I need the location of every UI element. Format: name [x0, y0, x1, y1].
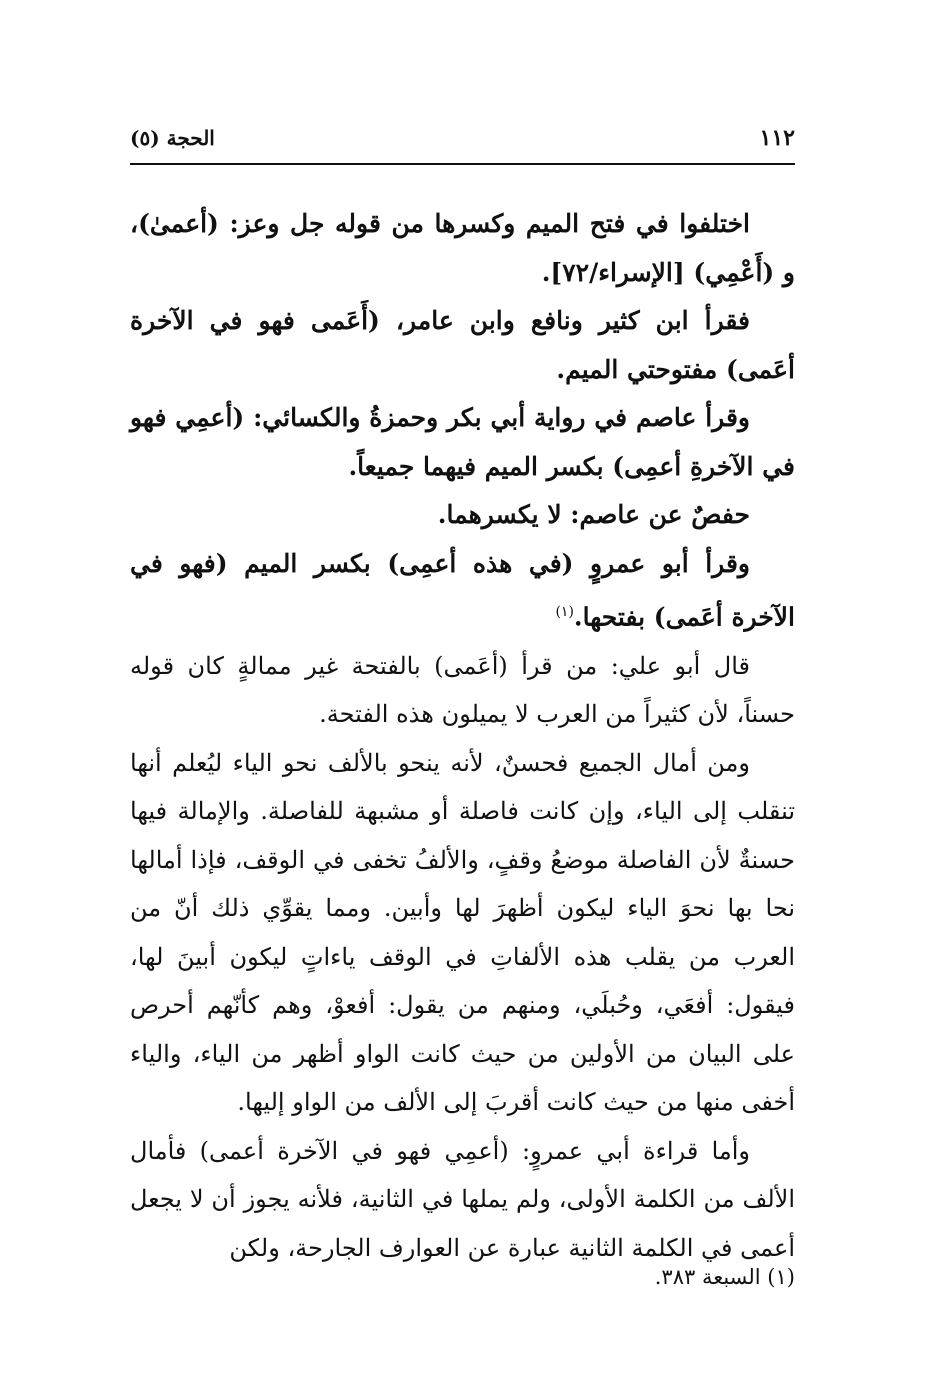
paragraph-5-text: وقرأ أبو عمروٍ (في هذه أعمِى) بكسر الميم (فهو في الآخرة أعَمى) بفتحها. — [130, 548, 795, 632]
paragraph-1 — [130, 200, 795, 297]
paragraph-2 — [130, 297, 795, 394]
page-header — [130, 118, 795, 158]
paragraph-5 — [130, 540, 795, 642]
paragraph-3 — [130, 394, 795, 491]
page-number: ١١٢ — [759, 125, 795, 151]
paragraph-4-text: حفصٌ عن عاصم: لا يكسرهما. — [437, 500, 750, 529]
paragraph-7-text: ومن أمال الجميع فحسنٌ، لأنه ينحو بالألف نحو الياء ليُعلم أنها تنقلب إلى الياء، وإن كانت فاصلة أو مشبهة للفاصلة. والإمالة فيها حسنةٌ لأن الفاصلة موضعُ وقفٍ، والألفُ تخفى في الوقف، فإذا أمالها نحا بها نحوَ الياء ليكون أظهرَ لها وأبين. ومما يقوِّي ذلك أنّ من العرب من يقلب هذه الألفاتِ في الوقف ياءاتٍ ليكون أبينَ لها، فيقول: أفعَي، وحُبلَي، ومنهم من يقول: أفعوْ، وهم كأنّهم أحرص على البيان من الأولين من حيث كانت الواو أظهر من الياء، والياء أخفى منها من حيث كانت أقربَ إلى الألف من الواو إليها. — [130, 748, 796, 1117]
footnote-text: (١) السبعة ٣٨٣. — [654, 1265, 795, 1289]
paragraph-8-text: وأما قراءة أبي عمروٍ: (أعمِي فهو في الآخرة أعمى) فأمال الألف من الكلمة الأولى، ولم يملها في الثانية، فلأنه يجوز أن لا يجعل أعمى في الكلمة الثانية عبارة عن العوارف الجارحة، ولكن — [130, 1136, 795, 1262]
paragraph-6 — [130, 642, 795, 739]
footnote-reference[interactable]: (١) — [555, 604, 574, 620]
running-title: الحجة (٥) — [130, 126, 215, 150]
paragraph-2-text: فقرأ ابن كثير ونافع وابن عامر، (أَعَمى فهو في الآخرة أعَمى) مفتوحتي الميم. — [130, 306, 795, 384]
footnote — [130, 1262, 795, 1292]
paragraph-6-text: قال أبو علي: من قرأ (أعَمى) بالفتحة غير ممالةٍ كان قوله حسناً، لأن كثيراً من العرب لا يميلون هذه الفتحة. — [130, 651, 795, 729]
paragraph-8 — [130, 1127, 795, 1273]
paragraph-7 — [130, 739, 795, 1127]
paragraph-4 — [130, 491, 795, 540]
body-text — [130, 200, 795, 1272]
paragraph-3-text: وقرأ عاصم في رواية أبي بكر وحمزةُ والكسائي: (أعمِي فهو في الآخرةِ أعمِى) بكسر الميم فيهما جميعاً. — [130, 403, 795, 481]
header-divider — [130, 163, 795, 165]
paragraph-1-text: اختلفوا في فتح الميم وكسرها من قوله جل وعز: (أعمىٰ)، و (أَعْمِي) [الإسراء/٧٢]. — [130, 209, 795, 287]
